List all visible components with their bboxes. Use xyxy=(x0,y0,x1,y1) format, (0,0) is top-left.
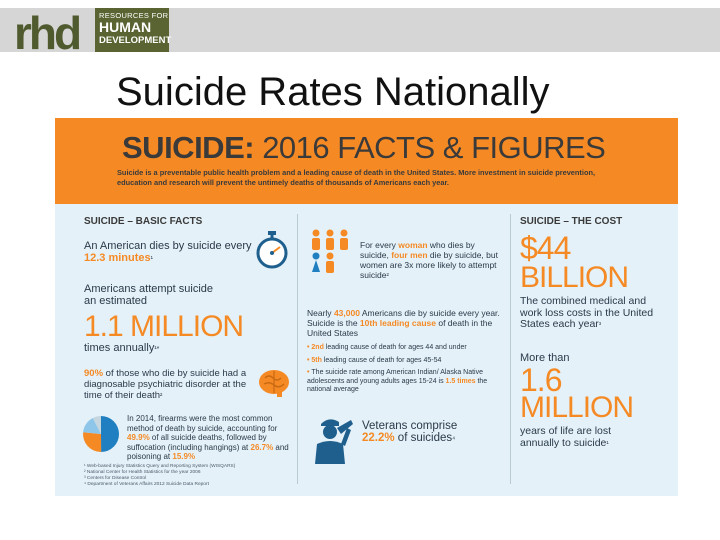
title-bold: SUICIDE: xyxy=(122,130,255,165)
fact-firearms-pre: In 2014, firearms were the most common method of death by suicide, accounting for xyxy=(127,414,278,433)
fact-firearms-h1: 49.9% xyxy=(127,433,150,442)
pie-slice-suffocation xyxy=(83,432,101,452)
bullet-2-h: 5th xyxy=(311,356,322,364)
bullet-1-h: 2nd xyxy=(311,344,324,351)
bullet-3-post: the national average xyxy=(307,377,488,393)
bullet-list xyxy=(307,344,502,395)
infographic-subtitle: Suicide is a preventable public health problem and a leading cause of death in the United States. More investment in suicide prevention, education and research will prevent the untimely deaths of thousands of Americans each year. xyxy=(117,168,596,187)
fact-veterans-line2 xyxy=(362,432,502,444)
slide-title: Suicide Rates Nationally xyxy=(116,70,550,114)
fact-attempts-post-text: times annually xyxy=(84,342,155,354)
fact-minutes-pre: An American dies by suicide every xyxy=(84,240,252,252)
stopwatch-icon xyxy=(253,230,291,270)
bullet-1 xyxy=(307,344,502,353)
column-divider-right xyxy=(510,214,511,484)
fact-firearms-mid: of all suicide deaths, followed by suffocation (including hangings) at xyxy=(127,433,267,452)
footnote-4: ⁴ Department of Veterans Affairs 2012 Suicide Data Report xyxy=(84,482,209,487)
cost-desc-mark: ³ xyxy=(598,322,602,329)
cost-desc xyxy=(520,296,670,331)
cost-amount-unit: BILLION xyxy=(520,261,629,294)
bullet-1-text: leading cause of death for ages 44 and under xyxy=(323,344,467,351)
fact-firearms xyxy=(127,414,292,462)
fact-veterans-pre: Veterans comprise xyxy=(362,420,458,432)
fact-firearms-h2: 26.7% xyxy=(250,442,274,452)
footnote-3: ³ Centers for Disease Control xyxy=(84,476,147,481)
bullet-dot-2: • xyxy=(307,356,312,364)
fact-veterans-h: 22.2% xyxy=(362,432,395,444)
pie-slice-firearms xyxy=(101,416,119,452)
fact-gender-mid: who dies by suicide, xyxy=(360,240,475,260)
years-unit: MILLION xyxy=(520,391,634,424)
fact-veterans-post: of suicides xyxy=(394,432,453,444)
fact-attempts-mark: ¹* xyxy=(154,346,160,353)
brain-icon xyxy=(257,368,291,398)
bullet-2-text: leading cause of death for ages 45-54 xyxy=(321,356,442,364)
people-icon xyxy=(307,228,353,274)
fact-veterans xyxy=(362,420,502,444)
fact-gender-post: die by suicide, but women are 3x more likely to attempt suicide xyxy=(360,250,498,280)
logo-letters: rhd xyxy=(14,7,80,59)
fact-gender-h1: woman xyxy=(398,240,428,250)
fact-annual-h1: 43,000 xyxy=(333,308,360,318)
fact-psychiatric-highlight: 90% xyxy=(84,368,104,379)
cost-amount: $44 xyxy=(520,230,571,266)
footnotes xyxy=(84,464,294,488)
bullet-dot-3: • xyxy=(307,369,312,376)
fact-psychiatric xyxy=(84,368,256,401)
fact-attempts-big: 1.1 MILLION xyxy=(84,310,244,343)
title-rest: 2016 FACTS & FIGURES xyxy=(254,130,606,165)
fact-firearms-and: and poisoning at xyxy=(127,442,289,461)
years-number: 1.6 xyxy=(520,362,562,398)
fact-gender-pre: For every xyxy=(360,240,399,250)
column-divider-left xyxy=(297,214,298,484)
logo-box xyxy=(95,8,172,52)
basic-facts-heading: SUICIDE – BASIC FACTS xyxy=(84,216,203,227)
bullet-3-h: 1.5 times xyxy=(445,377,476,385)
logo-line3: DEVELOPMENT xyxy=(99,35,172,46)
fact-psychiatric-mark: ² xyxy=(160,393,163,400)
fact-annual-pre: Nearly xyxy=(307,308,334,318)
bullet-dot-1: • xyxy=(307,344,312,351)
fact-attempts-intro: Americans attempt suicide an estimated xyxy=(84,283,213,307)
soldier-salute-icon xyxy=(307,414,357,464)
footnote-2: ² National Center for Health Statistics for the year 2006 xyxy=(84,470,201,475)
bullet-2 xyxy=(307,357,502,366)
fact-minutes-mark: ¹ xyxy=(150,256,153,263)
fact-annual-deaths xyxy=(307,308,502,338)
fact-gender-mark: ² xyxy=(386,273,389,280)
fact-minutes xyxy=(84,240,259,264)
fact-gender xyxy=(360,240,500,281)
years-desc-text: years of life are lost annually to suicide xyxy=(520,425,612,449)
fact-veterans-mark: ⁴ xyxy=(452,436,456,443)
years-more-than: More than xyxy=(520,352,570,364)
years-desc-mark: ¹ xyxy=(606,440,609,448)
fact-minutes-highlight: 12.3 minutes xyxy=(84,252,151,264)
logo-line1: RESOURCES FOR xyxy=(99,11,169,20)
fact-firearms-h3: 15.9% xyxy=(172,452,196,461)
bullet-3-pre: The suicide rate among American Indian/ Alaska Native adolescents and young adults ages 15-24 is xyxy=(307,369,483,385)
infographic-banner xyxy=(55,118,678,204)
fact-annual-h2: 10th leading cause xyxy=(359,318,436,328)
fact-annual-mid: Americans die by suicide every year. Suicide is the xyxy=(307,308,500,328)
cost-heading: SUICIDE – THE COST xyxy=(520,216,623,227)
fact-attempts-post xyxy=(84,342,244,354)
fact-gender-h2: four men xyxy=(391,250,428,260)
years-desc xyxy=(520,426,630,449)
footnote-1: ¹ Web-based Injury Statistics Query and Reporting System (WISQARS) xyxy=(84,464,236,469)
infographic-title xyxy=(122,130,605,166)
fact-psychiatric-text: of those who die by suicide had a diagnosable psychiatric disorder at the time of their death xyxy=(84,368,247,401)
cost-desc-text: The combined medical and work loss costs in the United States each year xyxy=(520,295,654,330)
fact-annual-post: of death in the United States xyxy=(307,318,493,338)
bullet-3 xyxy=(307,369,502,395)
pie-chart-icon xyxy=(81,414,121,454)
logo-line2: HUMAN xyxy=(99,19,152,35)
infographic xyxy=(55,118,678,496)
